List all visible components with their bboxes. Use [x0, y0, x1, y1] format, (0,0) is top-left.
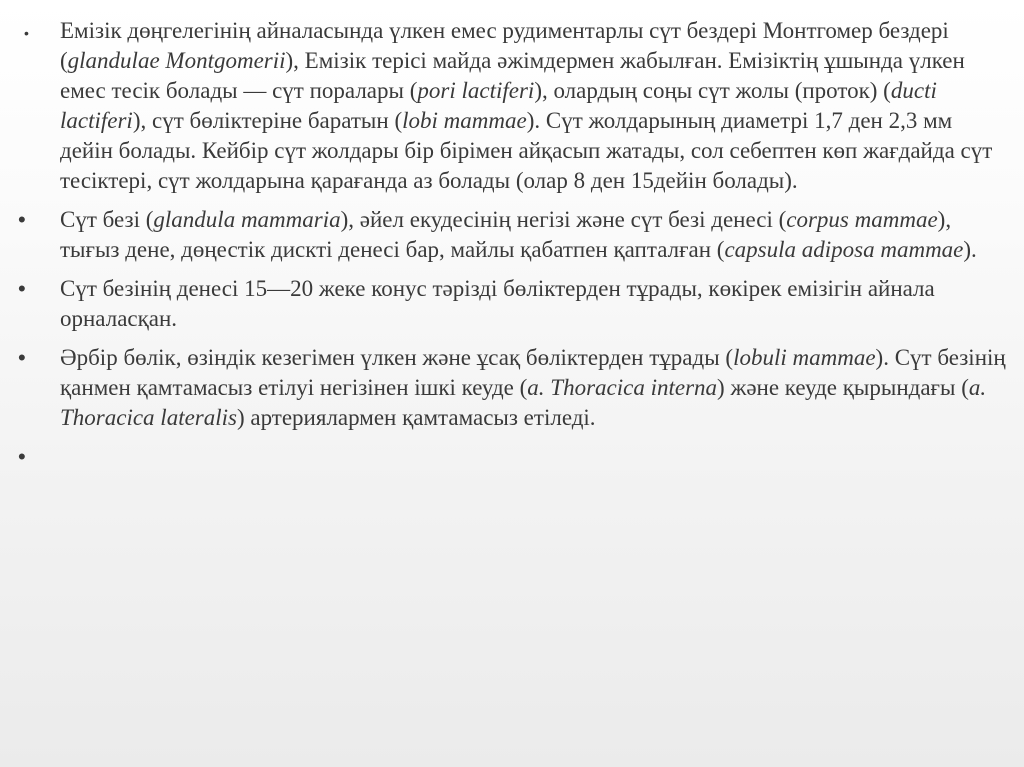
bullet-marker: • — [18, 276, 26, 301]
bullet-marker: • — [18, 207, 26, 232]
text-segment: ), тығыз дене, дөңестік дискті денесі бар, майлы қабатпен қапталған ( — [60, 207, 952, 262]
latin-term: ducti lactiferi — [60, 78, 937, 133]
bullet-marker: • — [18, 345, 26, 370]
latin-term: a. Thoracica lateralis — [60, 375, 987, 430]
text-segment: Сүт безі ( — [60, 207, 154, 232]
text-segment: ), олардың соңы сүт жолы (проток) ( — [534, 78, 891, 103]
latin-term: pori lactiferi — [417, 78, 535, 103]
text-segment: ). Сүт безінің қанмен қамтамасыз етілуі негізінен ішкі кеуде ( — [60, 345, 1006, 400]
text-segment: Сүт безінің денесі 15—20 жеке конус тәрізді бөліктерден тұрады, көкірек емізігін айнала орналасқан. — [60, 276, 935, 331]
text-segment: ), әйел екудесінің негізі және сүт безі денесі ( — [340, 207, 787, 232]
latin-term: glandula mammaria — [153, 207, 341, 232]
bullet-item-3 — [18, 274, 1008, 334]
bullet-marker: • — [24, 25, 29, 41]
text-segment: ), сүт бөліктеріне баратын ( — [132, 108, 403, 133]
bullet-list — [18, 16, 1008, 481]
bullet-text — [60, 274, 1008, 334]
text-segment: ) және кеуде қырындағы ( — [717, 375, 969, 400]
latin-term: lobi mammae — [402, 108, 527, 133]
text-segment: Әрбір бөлік, өзіндік кезегімен үлкен және ұсақ бөліктерден тұрады ( — [60, 345, 734, 370]
bullet-text — [60, 343, 1008, 433]
bullet-text — [60, 205, 1008, 265]
latin-term: glandulae Montgomerii — [67, 48, 286, 73]
text-segment: ), Емізік терісі майда әжімдермен жабылған. Емізіктің ұшында үлкен емес тесік болады — сүт поралары ( — [60, 48, 965, 103]
latin-term: capsula adiposa mammae — [724, 237, 964, 262]
bullet-marker: • — [18, 444, 26, 469]
latin-term: a. Thoracica interna — [527, 375, 718, 400]
text-segment: ). — [963, 237, 977, 262]
bullet-item-2 — [18, 205, 1008, 265]
bullet-text — [60, 16, 1008, 196]
latin-term: lobuli mammae — [733, 345, 876, 370]
bullet-item-5 — [18, 442, 1008, 472]
text-segment: ) артериялармен қамтамасыз етіледі. — [236, 405, 596, 430]
text-segment: Емізік дөңгелегінің айналасында үлкен емес рудиментарлы сүт бездері Монтгомер бездері ( — [60, 18, 949, 73]
text-segment: ). Сүт жолдарының диаметрі 1,7 ден 2,3 мм дейін болады. Кейбір сүт жолдары бір бірімен айқасып жатады, сол себептен көп жағдайда сүт тесіктері, сүт жолдарына қарағанда аз болады (олар 8 ден 15дейін болады). — [60, 108, 993, 193]
latin-term: corpus mammae — [786, 207, 938, 232]
bullet-item-1 — [18, 16, 1008, 196]
bullet-item-4 — [18, 343, 1008, 433]
